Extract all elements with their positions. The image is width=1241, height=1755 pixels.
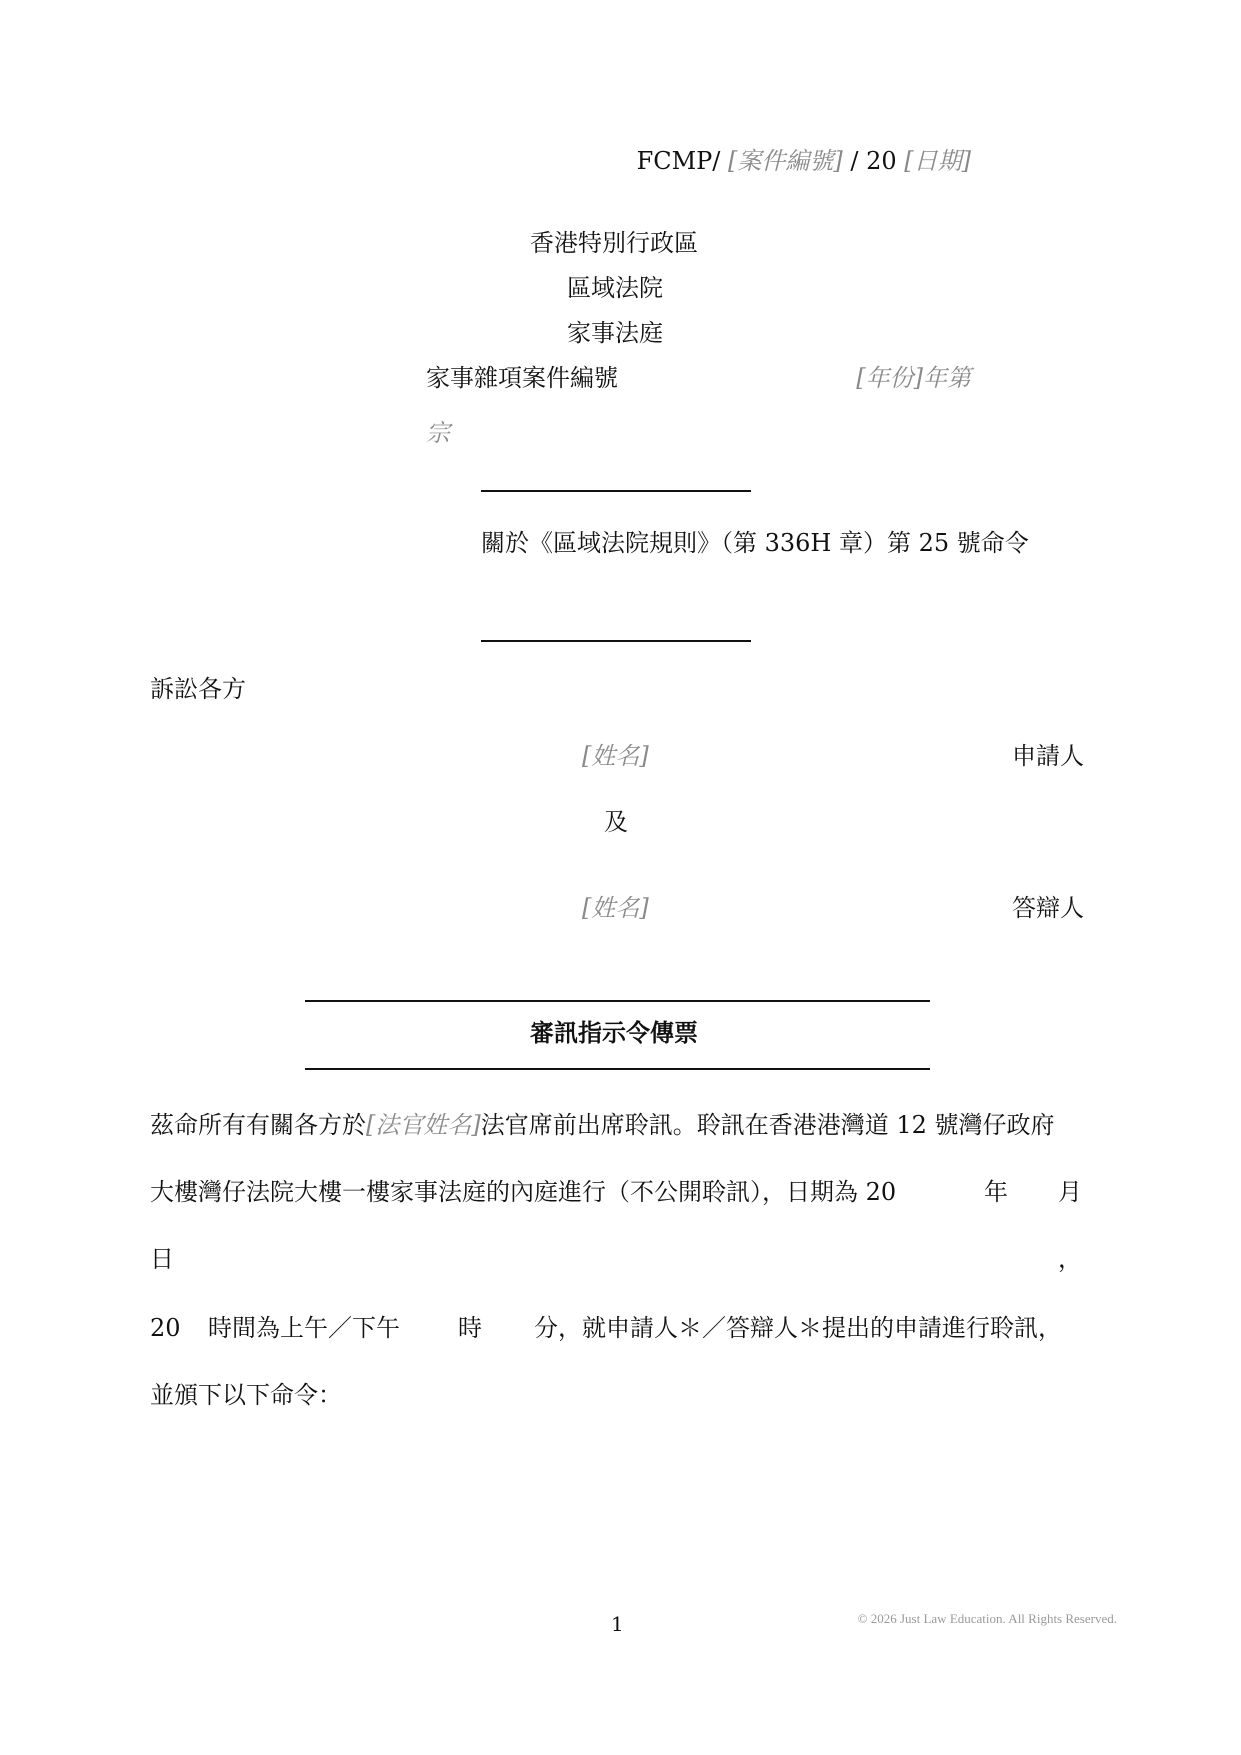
case-reference bbox=[637, 146, 971, 176]
body-line-4-year: 20 bbox=[150, 1314, 181, 1342]
case-number-placeholder: [案件編號] bbox=[728, 147, 843, 175]
respondent-role: 答辯人 bbox=[1012, 894, 1084, 922]
body-line-1 bbox=[150, 1110, 1055, 1140]
case-ref-separator: / 20 bbox=[842, 147, 905, 175]
judge-name-placeholder: [法官姓名] bbox=[366, 1111, 481, 1139]
copyright-notice: © 2026 Just Law Education. All Rights Reserved. bbox=[857, 1611, 1117, 1626]
date-placeholder: [日期] bbox=[904, 147, 971, 175]
body-year-label: 年 bbox=[984, 1178, 1008, 1206]
year-placeholder: [年份] bbox=[856, 364, 923, 392]
applicant-name-placeholder: [姓名] bbox=[582, 742, 649, 770]
body-day-label: 日 bbox=[150, 1245, 174, 1273]
title-rule-bottom bbox=[305, 1068, 930, 1070]
divider-top bbox=[481, 490, 751, 492]
case-ref-prefix: FCMP/ bbox=[636, 147, 729, 175]
body-line-2: 大樓灣仔法院大樓一樓家事法庭的內庭進行（不公開聆訊），日期為 20 bbox=[150, 1178, 897, 1206]
court-line-1: 香港特別行政區 bbox=[530, 229, 698, 257]
body-line-1-start: 茲命所有有關各方於 bbox=[150, 1111, 366, 1139]
divider-bottom bbox=[481, 640, 751, 642]
court-line-2: 區域法院 bbox=[567, 274, 663, 302]
applicant-role: 申請人 bbox=[1012, 742, 1084, 770]
matter-line: 關於《區域法院規則》（第 336H 章）第 25 號命令 bbox=[481, 529, 1029, 557]
page-number: 1 bbox=[611, 1612, 624, 1636]
case-number-label: 家事雜項案件編號 bbox=[426, 364, 618, 392]
body-line-1-end: 法官席前出席聆訊。聆訊在香港港灣道 12 號灣仔政府 bbox=[480, 1111, 1055, 1139]
case-number-wrap: 宗 bbox=[426, 419, 450, 447]
year-suffix: 年第 bbox=[923, 364, 971, 392]
title-rule-top bbox=[305, 1000, 930, 1002]
case-number-year bbox=[856, 363, 971, 393]
body-hour-label: 時 bbox=[458, 1314, 482, 1342]
parties-heading: 訴訟各方 bbox=[150, 675, 246, 703]
court-line-3: 家事法庭 bbox=[567, 319, 663, 347]
body-line-4-time: 時間為上午／下午 bbox=[208, 1314, 400, 1342]
document-title: 審訊指示令傳票 bbox=[530, 1018, 698, 1047]
body-month-label: 月 bbox=[1058, 1178, 1082, 1206]
body-line-3-comma: ， bbox=[1058, 1245, 1082, 1273]
body-line-5: 並頒下以下命令： bbox=[150, 1381, 342, 1409]
and-connector: 及 bbox=[604, 808, 628, 836]
respondent-name-placeholder: [姓名] bbox=[582, 894, 649, 922]
body-line-4-rest: 分，就申請人＊／答辯人＊提出的申請進行聆訊， bbox=[534, 1314, 1062, 1342]
